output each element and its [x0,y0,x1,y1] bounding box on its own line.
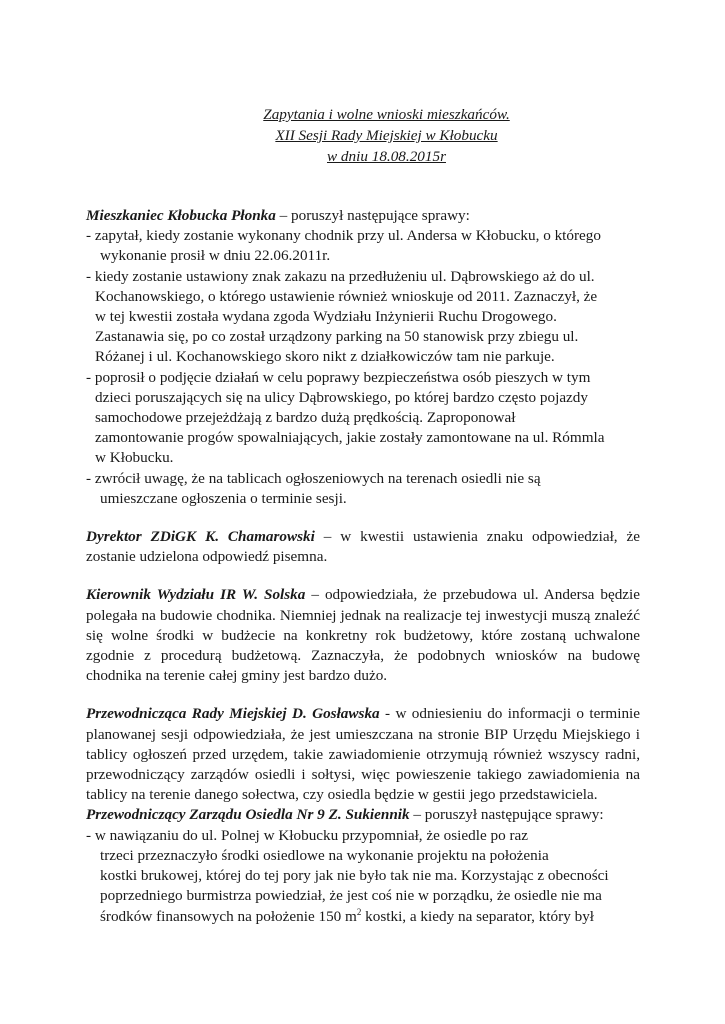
list-item-line [86,907,640,927]
speaker-name: Przewodnicząca Rady Miejskiej D. Gosławska [86,705,380,723]
list-item-line: wykonanie prosił w dniu 22.06.2011r. [100,247,331,265]
list-item-line: - poprosił o podjęcie działań w celu poprawy bezpieczeństwa osób pieszych w tym [86,368,591,386]
section-goslawska [86,704,640,805]
list-item-line: w Kłobucku. [95,449,174,467]
list-item [86,226,640,266]
list-item-line: - w nawiązaniu do ul. Polnej w Kłobucku przypomniał, że osiedle po raz [86,826,529,844]
list-item-line: Kochanowskiego, o którego ustawienie również wnioskuje od 2011. Zaznaczył, że [95,287,598,305]
list-item-line: kostki brukowej, której do tej pory jak nie było tak nie ma. Korzystając z obecności [100,867,609,885]
intro-text: – poruszył następujące sprawy: [409,806,604,824]
intro-text: – poruszył następujące sprawy: [275,207,470,224]
title-line-1: Zapytania i wolne wnioski mieszkańców. [263,106,510,123]
section-plonka [86,206,640,509]
speaker-name: Dyrektor ZDiGK K. Chamarowski [86,528,315,546]
paragraph-intro [86,206,640,226]
superscript: 2 [356,906,362,917]
section-chamarowski [86,527,640,567]
text-fragment: kostki, a kiedy na separator, który był [361,907,595,925]
list-item [86,267,640,368]
list-item-line: umieszczane ogłoszenia o terminie sesji. [100,489,347,507]
list-item-line: - zapytał, kiedy zostanie wykonany chodnik przy ul. Andersa w Kłobucku, o którego [86,227,601,245]
spacer [86,567,640,585]
list-item-line: w tej kwestii została wydana zgoda Wydziału Inżynierii Ruchu Drogowego. [95,308,557,326]
paragraph-text: – w kwestii ustawienia znaku odpowiedział, że zostanie udzielona odpowiedź pisemna. [86,528,640,566]
list-item-line: trzeci przeznaczyło środki osiedlowe na wykonanie projektu na położenia [100,846,549,864]
list-item-line: samochodowe przejeżdżają z bardzo dużą prędkością. Zaproponował [95,409,516,427]
list-item-line: Różanej i ul. Kochanowskiego skoro nikt z działkowiczów tam nie parkuje. [95,348,555,366]
list-item-line: - kiedy zostanie ustawiony znak zakazu na przedłużeniu ul. Dąbrowskiego aż do ul. [86,267,595,285]
list-item-line: - zwrócił uwagę, że na tablicach ogłoszeniowych na terenach osiedli nie są [86,469,541,487]
paragraph-text: – odpowiedziała, że przebudowa ul. Andersa będzie polegała na budowie chodnika. Niemniej jednak na realizacje tej inwestycji muszą znaleźć się wolne środki w budżecie na konkretny rok budżetowy, które zostaną uchwalone zgodnie z procedurą budżetową. Zaznaczyła, że podobnych wniosków na budowę chodnika na terenie całej gminy jest bardzo dużo. [86,586,640,685]
list-item [86,826,640,927]
spacer [86,509,640,527]
list-item-line: zamontowanie progów spowalniających, jakie zostały zamontowane na ul. Rómmla [95,429,605,447]
document-title [0,104,725,167]
title-line-2: XII Sesji Rady Miejskiej w Kłobucku [275,127,498,144]
spacer [86,686,640,704]
speaker-name: Mieszkaniec Kłobucka Płonka [86,207,276,224]
list-item-line: dzieci poruszających się na ulicy Dąbrowskiego, po której bardzo często pojazdy [95,388,588,406]
section-solska [86,585,640,686]
paragraph-intro [86,805,640,825]
document-body [86,206,640,927]
section-sukiennik [86,805,640,926]
title-line-3: w dniu 18.08.2015r [327,148,446,165]
speaker-name: Przewodniczący Zarządu Osiedla Nr 9 Z. Sukiennik [86,806,410,824]
list-item [86,368,640,469]
text-fragment: środków finansowych na położenie 150 m [100,907,357,925]
list-item-line: poprzedniego burmistrza powiedział, że jest coś nie w porządku, że osiedle nie ma [100,887,602,905]
paragraph-text: - w odniesieniu do informacji o terminie planowanej sesji odpowiedziała, że jest umieszczana na stronie BIP Urzędu Miejskiego i tablicy ogłoszeń przed urzędem, takie zawiadomienie otrzymują również wszyscy radni, przewodniczący zarządów osiedli i sołtysi, więc powieszenie takiego zawiadomienia na tablicy na terenie danego sołectwa, czy osiedla będzie w gestii jego przedstawiciela. [86,705,640,804]
list-item [86,469,640,509]
list-item-line: Zastanawia się, po co został urządzony parking na 50 stanowisk przy zbiegu ul. [95,328,579,346]
speaker-name: Kierownik Wydziału IR W. Solska [86,586,306,604]
